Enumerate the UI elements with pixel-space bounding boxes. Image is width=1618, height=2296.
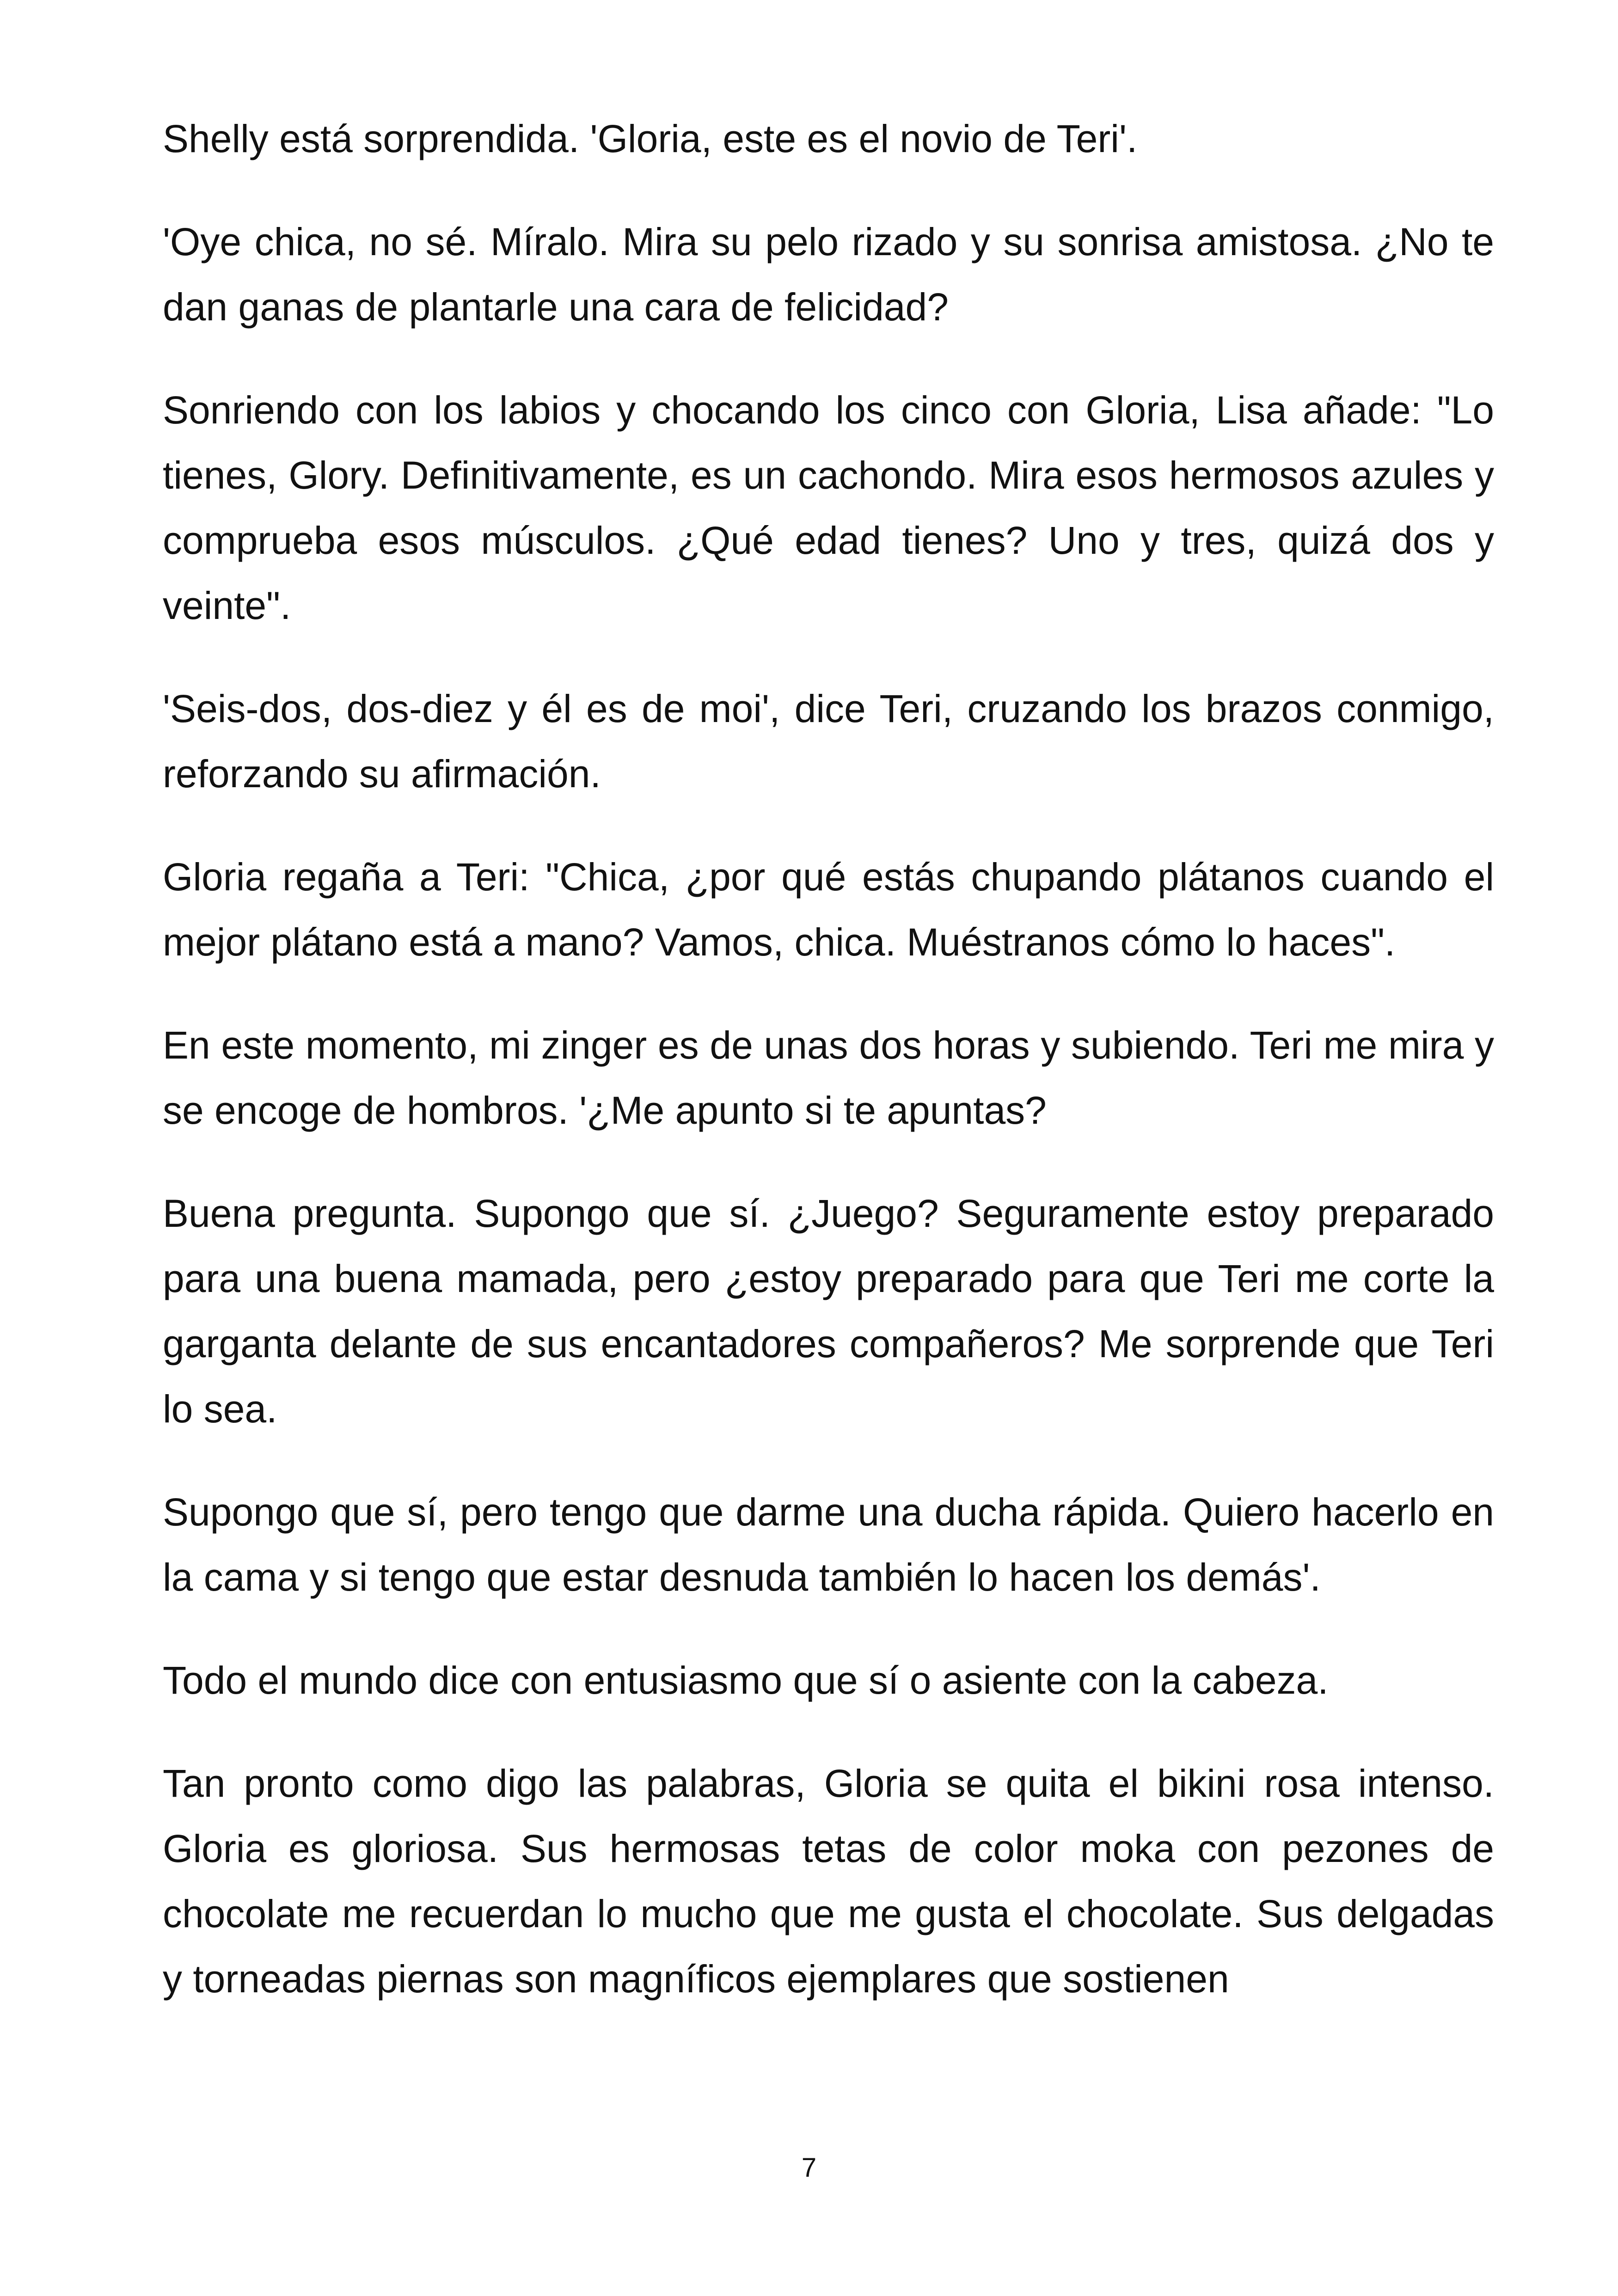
paragraph-5: Gloria regaña a Teri: "Chica, ¿por qué estás chupando plátanos cuando el mejor plátano está a mano? Vamos, chica. Muéstranos cómo lo haces".	[163, 855, 1494, 964]
paragraph-10: Tan pronto como digo las palabras, Gloria se quita el bikini rosa intenso. Gloria es gloriosa. Sus hermosas tetas de color moka con pezones de chocolate me recuerdan lo mucho que me gusta el chocolate. Sus delgadas y torneadas piernas son magníficos ejemplares que sostienen	[163, 1762, 1494, 2001]
paragraph-6: En este momento, mi zinger es de unas dos horas y subiendo. Teri me mira y se encoge de hombros. '¿Me apunto si te apuntas?	[163, 1023, 1494, 1132]
paragraph-4: 'Seis-dos, dos-diez y él es de moi', dice Teri, cruzando los brazos conmigo, reforzando su afirmación.	[163, 687, 1494, 796]
paragraph-9: Todo el mundo dice con entusiasmo que sí o asiente con la cabeza.	[163, 1659, 1329, 1702]
paragraph-3: Sonriendo con los labios y chocando los cinco con Gloria, Lisa añade: "Lo tienes, Glory. Definitivamente, es un cachondo. Mira esos hermosos azules y comprueba esos músculos. ¿Qué edad tienes? Uno y tres, quizá dos y veinte".	[163, 388, 1494, 627]
page-number: 7	[801, 2153, 817, 2183]
paragraph-7: Buena pregunta. Supongo que sí. ¿Juego? Seguramente estoy preparado para una buena mamada, pero ¿estoy preparado para que Teri me corte la garganta delante de sus encantadores compañeros? Me sorprende que Teri lo sea.	[163, 1192, 1494, 1431]
paragraph-8: Supongo que sí, pero tengo que darme una ducha rápida. Quiero hacerlo en la cama y si tengo que estar desnuda también lo hacen los demás'.	[163, 1490, 1494, 1599]
body-text	[163, 106, 1494, 2012]
paragraph-2: 'Oye chica, no sé. Míralo. Mira su pelo rizado y su sonrisa amistosa. ¿No te dan ganas de plantarle una cara de felicidad?	[163, 220, 1494, 329]
paragraph-1: Shelly está sorprendida. 'Gloria, este es el novio de Teri'.	[163, 117, 1138, 160]
